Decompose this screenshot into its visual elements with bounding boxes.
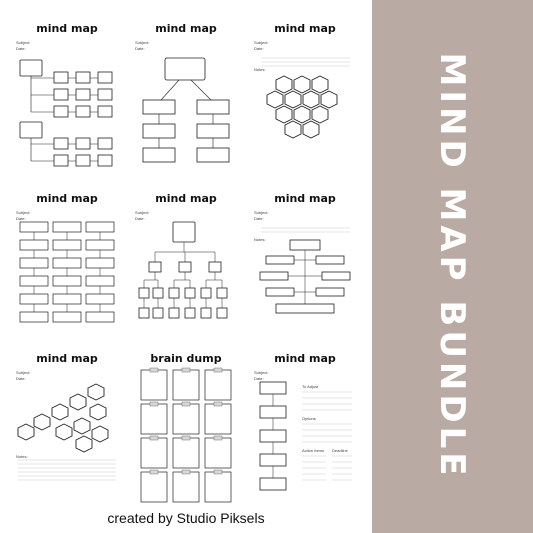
worksheet-5 bbox=[127, 188, 245, 351]
notes-label: Notes: bbox=[254, 67, 266, 72]
branching-bars-diagram bbox=[246, 188, 364, 351]
options-label: Options bbox=[302, 416, 316, 421]
two-branch-diagram bbox=[127, 18, 245, 181]
date-label: Date: bbox=[16, 376, 26, 381]
bundle-title: MIND MAP BUNDLE bbox=[432, 52, 472, 480]
worksheet-6 bbox=[246, 188, 364, 351]
hexagon-chain-diagram bbox=[8, 348, 126, 511]
subject-label: Subject: bbox=[135, 40, 150, 45]
date-label: Date: bbox=[16, 216, 26, 221]
date-label: Date: bbox=[135, 216, 145, 221]
subject-label: Subject: bbox=[16, 40, 31, 45]
branching-boxes-diagram bbox=[8, 18, 126, 181]
date-label: Date: bbox=[135, 46, 145, 51]
worksheet-title: mind map bbox=[155, 192, 217, 205]
worksheet-2 bbox=[127, 18, 245, 181]
subject-label: Subject: bbox=[254, 370, 269, 375]
notes-label: Notes: bbox=[254, 237, 266, 242]
worksheet-title: mind map bbox=[274, 22, 336, 35]
honeycomb-diagram bbox=[246, 18, 364, 181]
worksheet-title: mind map bbox=[36, 22, 98, 35]
worksheet-title: mind map bbox=[155, 22, 217, 35]
date-label: Date: bbox=[16, 46, 26, 51]
subject-label: Subject: bbox=[16, 370, 31, 375]
deadline-label: Deadline bbox=[332, 448, 348, 453]
credit-text: created by Studio Piksels bbox=[107, 510, 265, 526]
worksheet-title: mind map bbox=[36, 192, 98, 205]
worksheet-1 bbox=[8, 18, 126, 181]
worksheet-title: mind map bbox=[274, 352, 336, 365]
notes-label: Notes: bbox=[16, 454, 28, 459]
vertical-flow-diagram bbox=[246, 348, 364, 511]
tree-diagram bbox=[127, 188, 245, 351]
worksheet-9 bbox=[246, 348, 364, 511]
worksheet-4 bbox=[8, 188, 126, 351]
three-column-flow-diagram bbox=[8, 188, 126, 351]
subject-label: Subject: bbox=[254, 210, 269, 215]
worksheet-7 bbox=[8, 348, 126, 511]
title-banner bbox=[372, 0, 533, 533]
worksheet-3 bbox=[246, 18, 364, 181]
date-label: Date: bbox=[254, 46, 264, 51]
subject-label: Subject: bbox=[135, 210, 150, 215]
worksheet-8 bbox=[127, 348, 245, 511]
worksheet-title: brain dump bbox=[150, 352, 222, 365]
worksheet-title: mind map bbox=[36, 352, 98, 365]
subject-label: Subject: bbox=[254, 40, 269, 45]
date-label: Date: bbox=[254, 216, 264, 221]
action-items-label: Action Items bbox=[302, 448, 325, 453]
subject-label: Subject: bbox=[16, 210, 31, 215]
sticky-note-grid bbox=[127, 348, 245, 511]
to-adjust-label: To Adjust bbox=[302, 384, 319, 389]
worksheet-title: mind map bbox=[274, 192, 336, 205]
date-label: Date: bbox=[254, 376, 264, 381]
